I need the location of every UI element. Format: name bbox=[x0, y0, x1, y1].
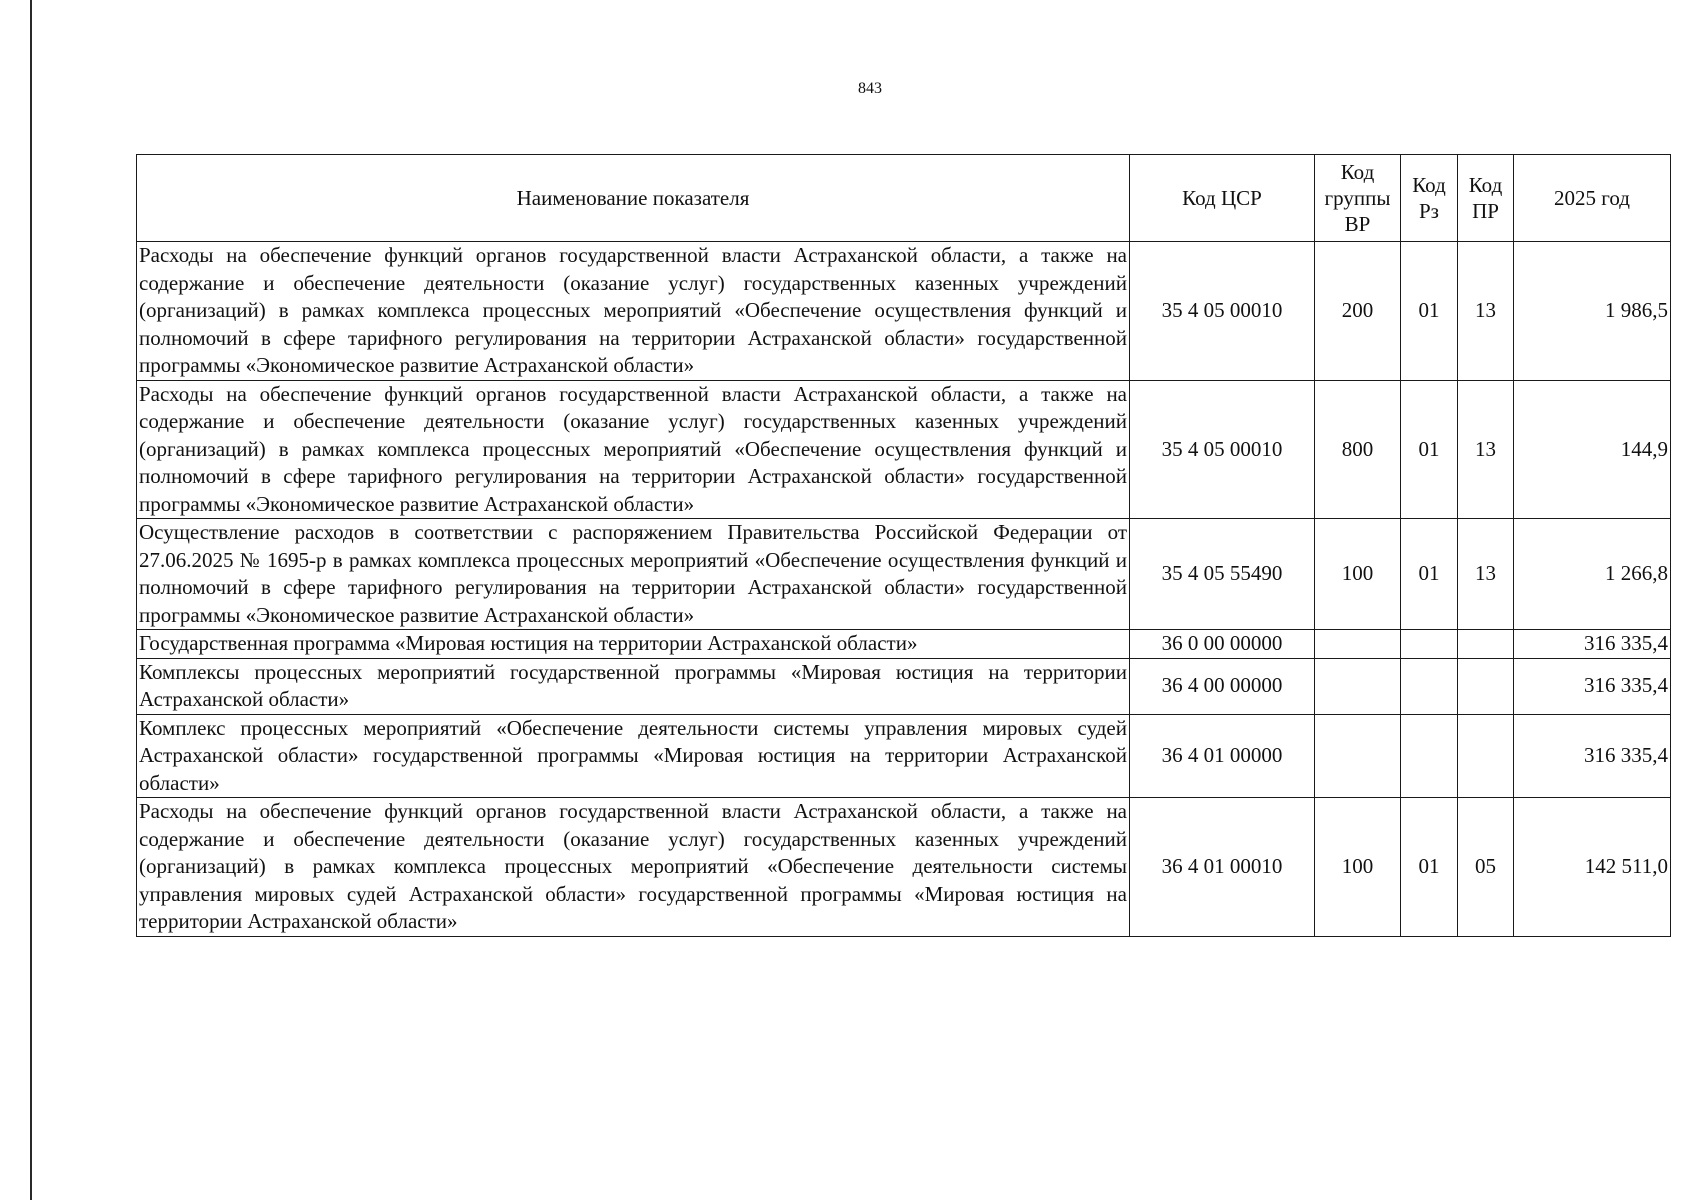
row-amount: 142 511,0 bbox=[1514, 798, 1671, 937]
row-rz-code: 01 bbox=[1401, 242, 1458, 381]
row-name: Расходы на обеспечение функций органов государственной власти Астраханской области, а также на содержание и обеспечение деятельности (оказание услуг) государственных казенных учреждений (организаций) в рамках комплекса процессных мероприятий «Обеспечение деятельности системы управления мировых судей Астраханской области» государственной программы «Мировая юстиция на территории Астраханской области» bbox=[137, 798, 1130, 937]
row-vr-code bbox=[1315, 714, 1401, 798]
row-csr-code: 36 0 00 00000 bbox=[1130, 630, 1315, 659]
row-vr-code: 200 bbox=[1315, 242, 1401, 381]
table-row bbox=[137, 242, 1671, 381]
row-vr-code bbox=[1315, 630, 1401, 659]
header-csr-code: Код ЦСР bbox=[1130, 155, 1315, 242]
header-vr-code bbox=[1315, 155, 1401, 242]
header-rz-line2: Рз bbox=[1419, 199, 1439, 223]
header-pr-code bbox=[1458, 155, 1514, 242]
row-name: Комплексы процессных мероприятий государственной программы «Мировая юстиция на территории Астраханской области» bbox=[137, 658, 1130, 714]
row-amount: 1 986,5 bbox=[1514, 242, 1671, 381]
header-pr-line1: Код bbox=[1468, 173, 1503, 197]
row-csr-code: 36 4 00 00000 bbox=[1130, 658, 1315, 714]
row-name: Расходы на обеспечение функций органов государственной власти Астраханской области, а также на содержание и обеспечение деятельности (оказание услуг) государственных казенных учреждений (организаций) в рамках комплекса процессных мероприятий «Обеспечение осуществления функций и полномочий в сфере тарифного регулирования на территории Астраханской области» государственной программы «Экономическое развитие Астраханской области» bbox=[137, 380, 1130, 519]
header-vr-line2: группы bbox=[1324, 186, 1391, 210]
row-vr-code: 100 bbox=[1315, 519, 1401, 630]
row-vr-code: 800 bbox=[1315, 380, 1401, 519]
table-header-row bbox=[137, 155, 1671, 242]
header-rz-line1: Код bbox=[1412, 173, 1446, 197]
row-rz-code bbox=[1401, 630, 1458, 659]
row-csr-code: 35 4 05 00010 bbox=[1130, 242, 1315, 381]
row-vr-code: 100 bbox=[1315, 798, 1401, 937]
budget-table bbox=[136, 154, 1671, 937]
table-row bbox=[137, 714, 1671, 798]
row-rz-code: 01 bbox=[1401, 798, 1458, 937]
row-pr-code bbox=[1458, 714, 1514, 798]
row-rz-code: 01 bbox=[1401, 380, 1458, 519]
row-pr-code: 13 bbox=[1458, 519, 1514, 630]
header-vr-line1: Код bbox=[1340, 160, 1375, 184]
row-pr-code bbox=[1458, 658, 1514, 714]
page-binding-line bbox=[30, 0, 32, 1200]
row-amount: 316 335,4 bbox=[1514, 714, 1671, 798]
table-row bbox=[137, 658, 1671, 714]
row-csr-code: 36 4 01 00000 bbox=[1130, 714, 1315, 798]
table-row bbox=[137, 798, 1671, 937]
table-row bbox=[137, 630, 1671, 659]
header-vr-line3: ВР bbox=[1344, 212, 1371, 236]
row-csr-code: 35 4 05 55490 bbox=[1130, 519, 1315, 630]
table-row bbox=[137, 380, 1671, 519]
row-amount: 144,9 bbox=[1514, 380, 1671, 519]
header-rz-code bbox=[1401, 155, 1458, 242]
header-year: 2025 год bbox=[1514, 155, 1671, 242]
row-rz-code: 01 bbox=[1401, 519, 1458, 630]
row-csr-code: 36 4 01 00010 bbox=[1130, 798, 1315, 937]
row-name: Комплекс процессных мероприятий «Обеспечение деятельности системы управления мировых судей Астраханской области» государственной программы «Мировая юстиция на территории Астраханской области» bbox=[137, 714, 1130, 798]
row-amount: 316 335,4 bbox=[1514, 630, 1671, 659]
page-number: 843 bbox=[858, 80, 882, 97]
row-name: Государственная программа «Мировая юстиция на территории Астраханской области» bbox=[137, 630, 1130, 659]
row-pr-code: 13 bbox=[1458, 242, 1514, 381]
row-rz-code bbox=[1401, 714, 1458, 798]
row-amount: 316 335,4 bbox=[1514, 658, 1671, 714]
header-pr-line2: ПР bbox=[1472, 199, 1499, 223]
row-amount: 1 266,8 bbox=[1514, 519, 1671, 630]
row-pr-code: 05 bbox=[1458, 798, 1514, 937]
row-csr-code: 35 4 05 00010 bbox=[1130, 380, 1315, 519]
row-name: Осуществление расходов в соответствии с распоряжением Правительства Российской Федерации от 27.06.2025 № 1695-р в рамках комплекса процессных мероприятий «Обеспечение осуществления функций и полномочий в сфере тарифного регулирования на территории Астраханской области» государственной программы «Экономическое развитие Астраханской области» bbox=[137, 519, 1130, 630]
row-pr-code bbox=[1458, 630, 1514, 659]
row-pr-code: 13 bbox=[1458, 380, 1514, 519]
header-name: Наименование показателя bbox=[137, 155, 1130, 242]
row-rz-code bbox=[1401, 658, 1458, 714]
table-row bbox=[137, 519, 1671, 630]
row-vr-code bbox=[1315, 658, 1401, 714]
row-name: Расходы на обеспечение функций органов государственной власти Астраханской области, а также на содержание и обеспечение деятельности (оказание услуг) государственных казенных учреждений (организаций) в рамках комплекса процессных мероприятий «Обеспечение осуществления функций и полномочий в сфере тарифного регулирования на территории Астраханской области» государственной программы «Экономическое развитие Астраханской области» bbox=[137, 242, 1130, 381]
